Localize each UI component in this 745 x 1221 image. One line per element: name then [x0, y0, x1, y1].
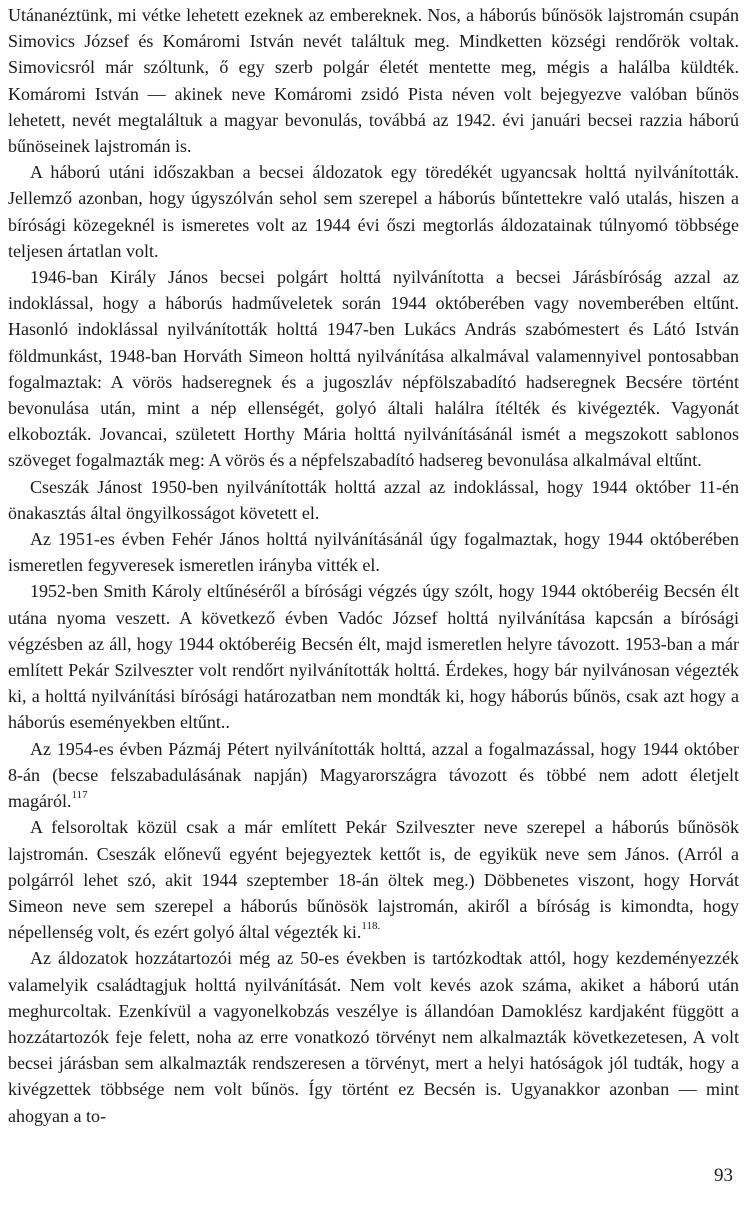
page-body [8, 2, 739, 1129]
paragraph-text: Az 1954-es évben Pázmáj Pétert nyilvánították holttá, azzal a fogalmazással, hogy 1944 október 8-án (becse felszabadulásának napján) Magyarországra távozott és többé nem adott életjelt magáról. [8, 738, 739, 812]
paragraph-text: Az 1951-es évben Fehér János holttá nyilvánításánál úgy fogalmaztak, hogy 1944 októberében ismeretlen fegyveresek ismeretlen irányba vitték el. [8, 529, 739, 576]
paragraph [8, 945, 739, 1128]
paragraph-text: Cseszák Jánost 1950-ben nyilvánították holttá azzal az indoklással, hogy 1944 október 11-én önakasztás által öngyilkosságot követett el. [8, 476, 739, 523]
paragraph-text: Utánanéztünk, mi vétke lehetett ezeknek az embereknek. Nos, a háborús bűnösök lajstromán csupán Simovics József és Komáromi István nevét találtuk meg. Mindketten községi rendőrök voltak. Simovicsról már szóltunk, ő egy szerb polgár életét mentette meg, mégis a halálba küldték. Komáromi István — akinek neve Komáromi zsidó Pista néven volt bejegyezve valóban bűnös lehetett, nevét megtaláltuk a magyar bevonulás, továbbá az 1942. évi januári becsei razzia háború bűnöseinek lajstromán is. [8, 5, 739, 157]
paragraph [8, 526, 739, 578]
page-number: 93 [714, 1165, 733, 1186]
paragraph [8, 264, 739, 474]
footnote-ref[interactable]: 117 [71, 789, 88, 802]
paragraph [8, 736, 739, 815]
paragraph [8, 578, 739, 735]
paragraph [8, 814, 739, 945]
paragraph-text: Az áldozatok hozzátartozói még az 50-es években is tartózkodtak attól, hogy kezdeményezzék valamelyik családtagjuk holttá nyilvánítását. Nem volt kevés azok száma, akiket a háború után meghurcoltak. Ezenkívül a vagyonelkobzás veszélye is állandóan Damoklész kardjaként függött a hozzátartozók feje felett, noha az erre vonatkozó törvényt nem alkalmazták következetesen, A volt becsei járásban sem alkalmazták rendszeresen a törvényt, mert a helyi hatóságok jól tudták, hogy a kivégzettek többsége nem volt bűnös. Így történt ez Becsén is. Ugyanakkor azonban — mint ahogyan a to- [8, 948, 739, 1126]
paragraph-text: 1952-ben Smith Károly eltűnéséről a bírósági végzés úgy szólt, hogy 1944 októberéig Becsén élt utána nyoma veszett. A következő évben Vadóc József holttá nyilvánítása kapcsán a bírósági végzésben az áll, hogy 1944 októberéig Becsén élt, majd ismeretlen helyre távozott. 1953-ban a már említett Pekár Szilveszter volt rendőrt nyilvánították holttá. Érdekes, hogy bár nyilvánosan végezték ki, a holttá nyilvánítási bírósági határozatban nem mondták ki, hogy háborús bűnös, csak azt hogy a háborús eseményekben eltűnt.. [8, 581, 739, 733]
paragraph [8, 159, 739, 264]
paragraph [8, 2, 739, 159]
footnote-ref[interactable]: 118. [361, 920, 381, 933]
paragraph-text: 1946-ban Király János becsei polgárt holttá nyilvánította a becsei Járásbíróság azzal az indoklással, hogy a háborús hadműveletek során 1944 októberében vagy novemberében eltűnt. Hasonló indoklással nyilvánították holttá 1947-ben Lukács András szabómestert és Látó István földmunkást, 1948-ban Horváth Simeon holttá nyilvánítása alkalmával valamennyivel pontosabban fogalmaztak: A vörös hadseregnek és a jugoszláv népfölszabadító hadseregnek Becsére történt bevonulása után, mint a nép ellenségét, golyó általi halálra ítélték és kivégezték. Vagyonát elkobozták. Jovancai, született Horthy Mária holttá nyilvánításánál ismét a megszokott sablonos szöveget fogalmazták meg: A vörös és a népfelszabadító hadsereg bevonulása alkalmával eltűnt. [8, 267, 739, 471]
paragraph-text: A háború utáni időszakban a becsei áldozatok egy töredékét ugyancsak holttá nyilvánították. Jellemző azonban, hogy úgyszólván sehol sem szerepel a háborús bűntettekre való utalás, hiszen a bírósági közegeknél is ismeretes volt az 1944 évi őszi megtorlás áldozatainak túlnyomó többsége teljesen ártatlan volt. [8, 162, 739, 261]
paragraph-text: A felsoroltak közül csak a már említett Pekár Szilveszter neve szerepel a háborús bűnösök lajstromán. Cseszák előnevű egyént bejegyeztek kettőt is, de egyikük neve sem János. (Arról a polgárról lehet szó, akit 1944 szeptember 18-án öltek meg.) Döbbenetes viszont, hogy Horvát Simeon neve sem szerepel a háborús bűnösök lajstromán, akiről a bíróság is kimondta, hogy népellenség volt, és ezért golyó által végezték ki. [8, 817, 739, 943]
paragraph [8, 474, 739, 526]
